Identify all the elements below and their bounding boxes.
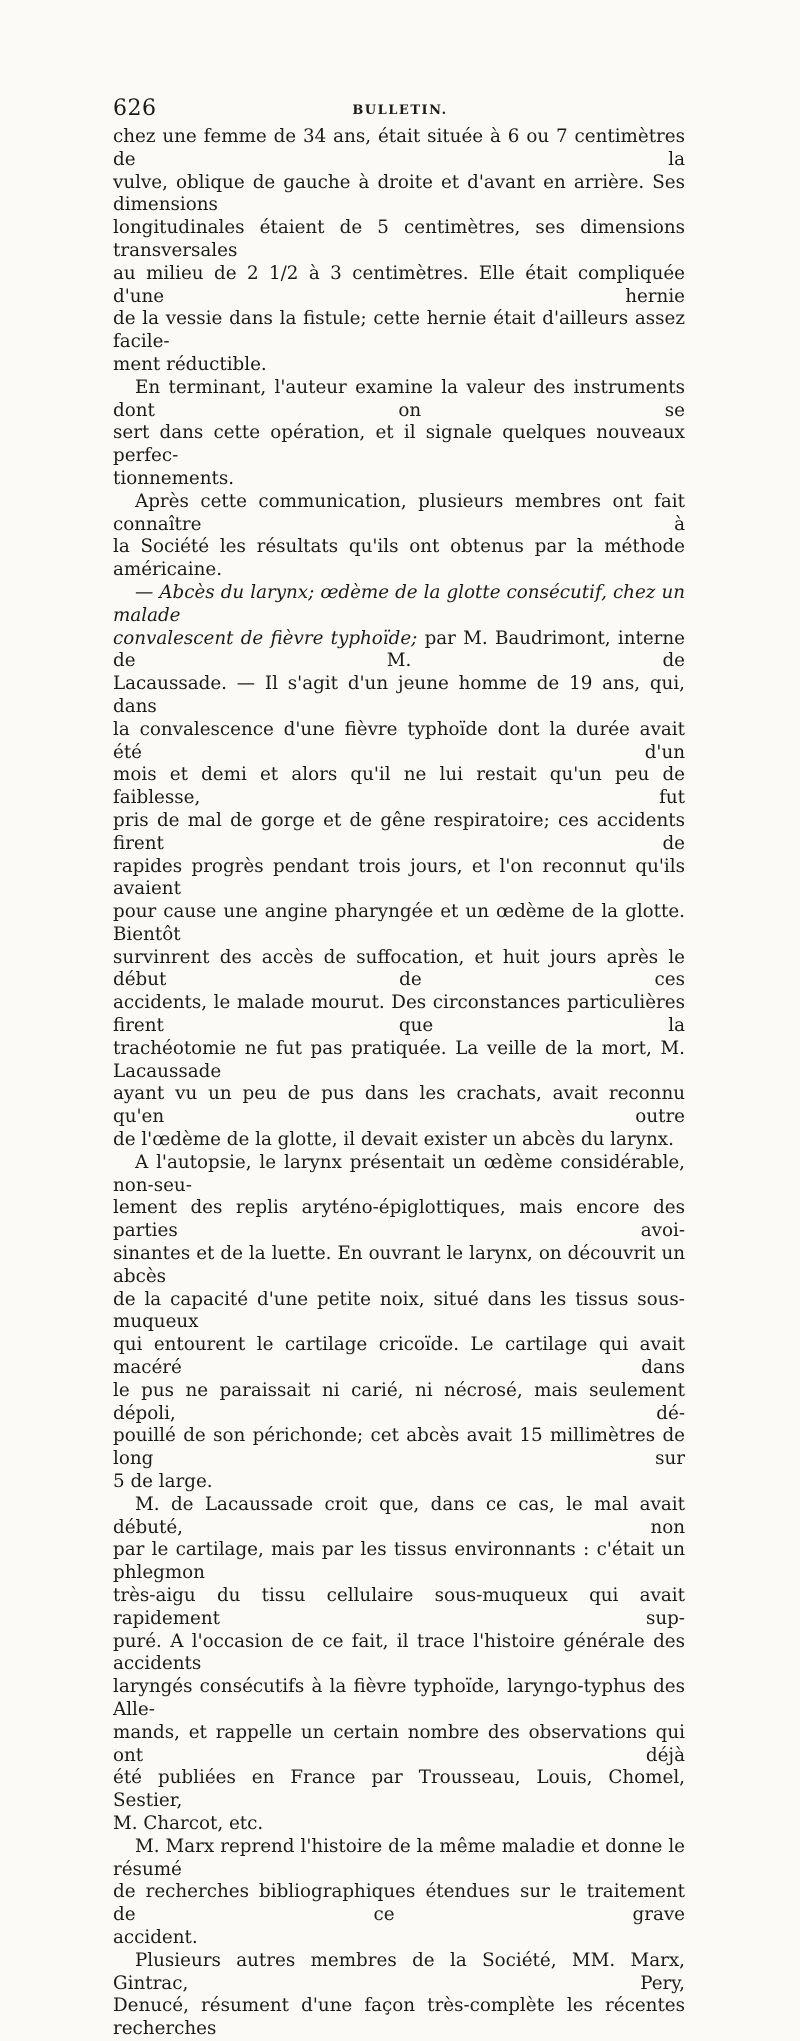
text-line bbox=[113, 1494, 685, 1540]
text-line bbox=[113, 1722, 685, 1768]
text-line bbox=[113, 1243, 685, 1289]
line-text: de recherches bibliographiques étendues sur le traitement de ce grave bbox=[113, 1881, 685, 1926]
line-text: de la vessie dans la fistule; cette hernie était d'ailleurs assez facile- bbox=[113, 308, 685, 353]
text-line bbox=[113, 1585, 685, 1631]
text-line bbox=[113, 1631, 685, 1677]
text-line bbox=[113, 217, 685, 263]
line-text: accidents, le malade mourut. Des circonstances particulières firent que la bbox=[113, 992, 685, 1037]
text-line bbox=[113, 1813, 685, 1836]
line-text: la convalescence d'une fièvre typhoïde dont la durée avait été d'un bbox=[113, 718, 685, 763]
line-text: de la capacité d'une petite noix, situé dans les tissus sous-muqueux bbox=[113, 1288, 685, 1333]
line-text: mands, et rappelle un certain nombre des observations qui ont déjà bbox=[113, 1721, 685, 1766]
text-line bbox=[113, 536, 685, 582]
line-text: 5 de large. bbox=[113, 1471, 213, 1493]
line-text: accident. bbox=[113, 1926, 198, 1948]
line-text: Lacaussade. — Il s'agit d'un jeune homme de 19 ans, qui, dans bbox=[113, 673, 685, 717]
italic-text: — Abcès du larynx; œdème de la glotte consécutif, chez un malade bbox=[113, 581, 685, 626]
text-line bbox=[113, 263, 685, 309]
line-text: vulve, oblique de gauche à droite et d'avant en arrière. Ses dimensions bbox=[113, 171, 685, 216]
text-line bbox=[113, 1152, 685, 1198]
text-line bbox=[113, 1676, 685, 1722]
text-line bbox=[113, 1471, 685, 1494]
line-text: très-aigu du tissu cellulaire sous-muqueux qui avait rapidement sup- bbox=[113, 1585, 685, 1629]
text-line bbox=[113, 1539, 685, 1585]
text-line bbox=[113, 764, 685, 810]
line-text: laryngés consécutifs à la fièvre typhoïde, laryngo-typhus des Alle- bbox=[113, 1676, 685, 1720]
line-text: par M. Baudrimont, interne de M. de bbox=[113, 627, 685, 672]
text-line bbox=[113, 992, 685, 1038]
line-text: M. Charcot, etc. bbox=[113, 1812, 264, 1834]
line-text: ayant vu un peu de pus dans les crachats, avait reconnu qu'en outre bbox=[113, 1083, 685, 1128]
line-text: Après cette communication, plusieurs membres ont fait connaître à bbox=[113, 490, 685, 535]
line-text: mois et demi et alors qu'il ne lui restait qu'un peu de faiblesse, fut bbox=[113, 764, 685, 809]
line-text: chez une femme de 34 ans, était située à 6 ou 7 centimètres de la bbox=[113, 126, 685, 170]
line-text: lement des replis aryténo-épiglottiques, mais encore des parties avoi- bbox=[113, 1197, 685, 1242]
line-text: trachéotomie ne fut pas pratiquée. La veille de la mort, M. Lacaussade bbox=[113, 1037, 685, 1082]
text-line bbox=[113, 719, 685, 765]
body-text bbox=[113, 126, 685, 2041]
text-line bbox=[113, 1197, 685, 1243]
line-text: pour cause une angine pharyngée et un œdème de la glotte. Bientôt bbox=[113, 901, 685, 945]
text-line bbox=[113, 1038, 685, 1084]
text-line bbox=[113, 172, 685, 218]
text-line bbox=[113, 422, 685, 468]
running-head: BULLETIN. bbox=[352, 103, 448, 118]
line-text: de l'œdème de la glotte, il devait exister un abcès du larynx. bbox=[113, 1129, 674, 1151]
text-line bbox=[113, 1836, 685, 1882]
text-line bbox=[113, 308, 685, 354]
text-line bbox=[113, 856, 685, 902]
line-text: qui entourent le cartilage cricoïde. Le cartilage qui avait macéré dans bbox=[113, 1334, 685, 1379]
text-line bbox=[113, 1380, 685, 1426]
text-line bbox=[113, 468, 685, 491]
text-line bbox=[113, 1083, 685, 1129]
italic-text: convalescent de fièvre typhoïde; bbox=[113, 627, 418, 649]
text-line bbox=[113, 1425, 685, 1471]
line-text: rapides progrès pendant trois jours, et l'on reconnut qu'ils avaient bbox=[113, 855, 685, 900]
text-line bbox=[113, 491, 685, 537]
text-line bbox=[113, 1881, 685, 1927]
text-line bbox=[113, 1995, 685, 2041]
text-line bbox=[113, 810, 685, 856]
text-line bbox=[113, 1950, 685, 1996]
line-text: sinantes et de la luette. En ouvrant le larynx, on découvrit un abcès bbox=[113, 1243, 685, 1287]
line-text: sert dans cette opération, et il signale quelques nouveaux perfec- bbox=[113, 422, 685, 467]
line-text: par le cartilage, mais par les tissus environnants : c'était un phlegmon bbox=[113, 1539, 685, 1584]
text-line bbox=[113, 1129, 685, 1152]
text-line bbox=[113, 1927, 685, 1950]
line-text: M. de Lacaussade croit que, dans ce cas, le mal avait débuté, non bbox=[113, 1493, 685, 1538]
line-text: ment réductible. bbox=[113, 353, 267, 375]
text-line bbox=[113, 628, 685, 674]
text-line bbox=[113, 1334, 685, 1380]
line-text: Plusieurs autres membres de la Société, MM. Marx, Gintrac, Pery, bbox=[113, 1949, 685, 1994]
line-text: A l'autopsie, le larynx présentait un œdème considérable, non-seu- bbox=[113, 1151, 685, 1196]
text-line bbox=[113, 126, 685, 172]
line-text: tionnements. bbox=[113, 467, 235, 489]
text-line bbox=[113, 901, 685, 947]
line-text: longitudinales étaient de 5 centimètres, ses dimensions transversales bbox=[113, 217, 685, 261]
line-text: pris de mal de gorge et de gêne respiratoire; ces accidents firent de bbox=[113, 809, 685, 854]
text-line bbox=[113, 1289, 685, 1335]
line-text: pouillé de son périchonde; cet abcès avait 15 millimètres de long sur bbox=[113, 1425, 685, 1470]
text-line bbox=[113, 673, 685, 719]
line-text: puré. A l'occasion de ce fait, il trace l'histoire générale des accidents bbox=[113, 1630, 685, 1675]
text-line bbox=[113, 582, 685, 628]
line-text: été publiées en France par Trousseau, Louis, Chomel, Sestier, bbox=[113, 1767, 685, 1812]
line-text: M. Marx reprend l'histoire de la même maladie et donne le résumé bbox=[113, 1835, 685, 1880]
text-line bbox=[113, 1767, 685, 1813]
line-text: la Société les résultats qu'ils ont obtenus par la méthode américaine. bbox=[113, 536, 685, 581]
line-text: au milieu de 2 1/2 à 3 centimètres. Elle était compliquée d'une hernie bbox=[113, 262, 685, 307]
line-text: le pus ne paraissait ni carié, ni nécrosé, mais seulement dépoli, dé- bbox=[113, 1379, 685, 1424]
text-line bbox=[113, 947, 685, 993]
line-text: Denucé, résument d'une façon très-complète les récentes recherches bbox=[113, 1995, 685, 2040]
line-text: survinrent des accès de suffocation, et huit jours après le début de ces bbox=[113, 946, 685, 991]
line-text: En terminant, l'auteur examine la valeur des instruments dont on se bbox=[113, 376, 685, 421]
text-line bbox=[113, 354, 685, 377]
page-number: 626 bbox=[113, 96, 157, 121]
text-line bbox=[113, 377, 685, 423]
